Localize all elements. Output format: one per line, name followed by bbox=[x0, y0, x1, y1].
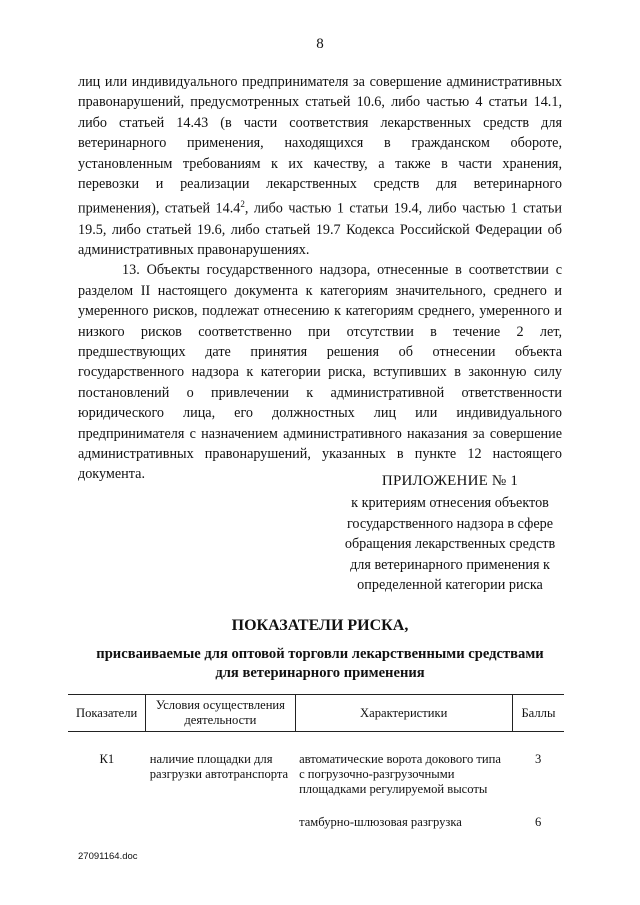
paragraph-13: 13. Объекты государственного надзора, отнесенные в соответствии с разделом II настоящего документа к категориям значительного, среднего и умеренного рисков, подлежат отнесению к категориям среднего, умеренного и низкого рисков соответственно при отсутствии в течение 2 лет, предшествующих дате принятия решения об отнесении объекта государственного надзора к категории риска, вступивших в законную силу постановлений о привлечении к административной ответственности юридического лица, его должностных лиц или индивидуального предпринимателя с назначением административного наказания за совершение административных правонарушений, указанных в пункте 12 настоящего документа. bbox=[78, 262, 562, 483]
score-cell: 6 bbox=[535, 814, 542, 829]
indicator-cell: К1 bbox=[99, 751, 115, 766]
score-cell: 3 bbox=[535, 751, 542, 766]
page-number: 8 bbox=[316, 36, 324, 52]
condition-cell bbox=[146, 801, 295, 834]
subtitle-line-1: присваиваемые для оптовой торговли лекарственными средствами bbox=[96, 646, 544, 662]
header-condition: Условия осуществления деятельности bbox=[146, 695, 295, 732]
table-header-row bbox=[68, 695, 564, 732]
paragraph-1-tail: , либо частью 1 статьи 19.4, либо частью 1 статьи 19.5, либо статьей 19.6, либо статьей 19.7 Кодекса Российской Федерации об административных правонарушениях. bbox=[78, 201, 562, 258]
characteristic-cell: тамбурно-шлюзовая разгрузка bbox=[299, 814, 462, 829]
document-subtitle bbox=[78, 645, 562, 683]
indicator-cell bbox=[68, 801, 146, 834]
paragraph-1-text: лиц или индивидуального предпринимателя за совершение административных правонарушений, предусмотренных статьей 10.6, либо частью 4 статьи 14.1, либо статьей 14.43 (в части соответствия лекарственных средств для ветеринарного применения, находящихся в гражданском обороте, установленным требованиям к их качеству, а также в части хранения, перевозки и реализации лекарственных средств для ветеринарного применения), статьей 14.4 bbox=[78, 74, 562, 218]
condition-cell: наличие площадки для разгрузки автотранспорта bbox=[149, 751, 289, 781]
table-row bbox=[68, 748, 564, 801]
header-characteristic: Характеристики bbox=[295, 695, 512, 732]
appendix-line: к критериям отнесения объектов bbox=[351, 495, 549, 512]
table-row bbox=[68, 801, 564, 834]
body-text bbox=[78, 72, 562, 485]
appendix-title: ПРИЛОЖЕНИЕ № 1 bbox=[381, 473, 519, 489]
paragraph-continuation bbox=[78, 72, 562, 260]
file-name-footer: 27091164.doc bbox=[78, 851, 138, 862]
appendix-line: определенной категории риска bbox=[357, 577, 543, 594]
subtitle-line-2: для ветеринарного применения bbox=[215, 665, 425, 681]
appendix-line: для ветеринарного применения к bbox=[350, 556, 550, 573]
appendix-line: обращения лекарственных средств bbox=[344, 536, 556, 553]
characteristic-cell: автоматические ворота докового типа с погрузочно-разгрузочными площадками регулируемой высоты bbox=[299, 751, 501, 796]
appendix-block bbox=[330, 471, 570, 595]
appendix-line: государственного надзора в сфере bbox=[346, 515, 554, 532]
header-score: Баллы bbox=[512, 695, 564, 732]
header-indicator: Показатели bbox=[68, 695, 146, 732]
risk-indicators-table bbox=[68, 694, 564, 834]
document-title: ПОКАЗАТЕЛИ РИСКА, bbox=[231, 617, 409, 634]
superscript: 2 bbox=[240, 199, 245, 210]
table-row bbox=[68, 732, 564, 748]
